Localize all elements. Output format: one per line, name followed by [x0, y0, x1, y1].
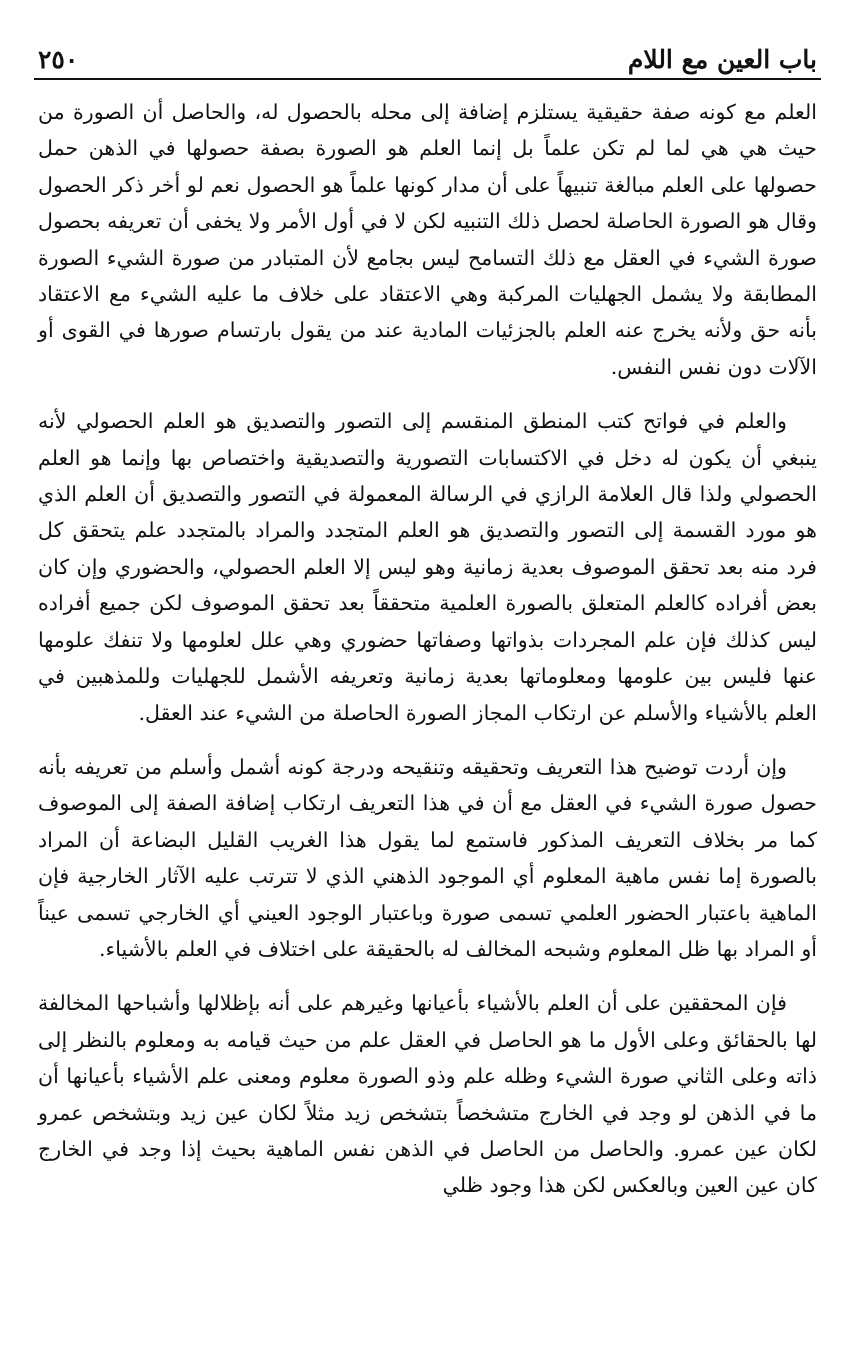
running-header [34, 30, 821, 80]
paragraph-4: فإن المحققين على أن العلم بالأشياء بأعيانها وغيرهم على أنه بإظلالها وأشباحها المخالفة لها بالحقائق وعلى الأول ما هو الحاصل في العقل علم من حيث قيامه به ومعلوم بالنظر إلى ذاته وعلى الثاني صورة الشيء وظله علم وذو الصورة معلوم ومعنى علم الأشياء بأعيانها أن ما في الذهن لو وجد في الخارج متشخصاً بتشخص زيد مثلاً لكان عين زيد وبتشخص عمرو لكان عين عمرو. والحاصل من الحاصل في الذهن نفس الماهية بحيث إذا وجد في الخارج كان عين العين وبالعكس لكن هذا وجود ظلي [38, 991, 817, 1198]
body-text [34, 94, 821, 1204]
book-page [34, 30, 821, 1350]
paragraph-1: العلم مع كونه صفة حقيقية يستلزم إضافة إلى محله بالحصول له، والحاصل أن الصورة من حيث هي هي لما لم تكن علماً بل إنما العلم هو الصورة بصفة حصولها في الذهن حمل حصولها على العلم مبالغة تنبيهاً على أن مدار كونها علماً هو الحصول نعم لو أخر ذكر الحصول وقال هو الصورة الحاصلة لحصل ذلك التنبيه لكن لا في أول الأمر ولا يخفى أن تعريفه بحصول صورة الشيء في العقل مع ذلك التسامح ليس بجامع لأن المتبادر من صورة الشيء الصورة المطابقة ولا يشمل الجهليات المركبة وهي الاعتقاد على خلاف ما عليه الشيء مع الاعتقاد بأنه حق ولأنه يخرج عنه العلم بالجزئيات المادية عند من يقول بارتسام صورها في القوى أو الآلات دون نفس النفس. [38, 100, 817, 379]
chapter-title: باب العين مع اللام [627, 45, 817, 74]
page-number: ٢٥٠ [38, 45, 79, 74]
paragraph-3: وإن أردت توضيح هذا التعريف وتحقيقه وتنقيحه ودرجة كونه أشمل وأسلم من تعريفه بأنه حصول صورة الشيء في العقل مع أن في هذا التعريف ارتكاب إضافة الصفة إلى الموصوف كما مر بخلاف التعريف المذكور فاستمع لما يقول هذا الغريب القليل البضاعة أن المراد بالصورة إما نفس ماهية المعلوم أي الموجود الذهني الذي لا تترتب عليه الآثار الخارجية فإن الماهية باعتبار الحضور العلمي تسمى صورة وباعتبار الوجود العيني أي الخارجي تسمى عيناً أو المراد بها ظل المعلوم وشبحه المخالف له بالحقيقة على اختلاف في العلم بالأشياء. [38, 754, 818, 961]
paragraph-2: والعلم في فواتح كتب المنطق المنقسم إلى التصور والتصديق هو العلم الحصولي لأنه ينبغي أن يكون له دخل في الاكتسابات التصورية والتصديقية واختصاص بها وإنما هو العلم الحصولي ولذا قال العلامة الرازي في الرسالة المعمولة في التصور والتصديق أن العلم الذي هو مورد القسمة إلى التصور والتصديق هو العلم المتجدد والمراد بالمتجدد علم يتحقق كل فرد منه بعد تحقق الموصوف بعدية زمانية وهو ليس إلا العلم الحصولي، والحضوري وإن كان بعض أفراده كالعلم المتعلق بالصورة العلمية متحققاً بعد تحقق الموصوف لكن جميع أفراده ليس كذلك فإن علم المجردات بذواتها وصفاتها حضوري وهي علل لعلومها ولا تنفك علومها عنها فليس بين علومها ومعلوماتها بعدية زمانية وتعريفه الأشمل للجهليات وللمذهبين في العلم بالأشياء والأسلم عن ارتكاب المجاز الصورة الحاصلة من الشيء عند العقل. [38, 409, 817, 725]
